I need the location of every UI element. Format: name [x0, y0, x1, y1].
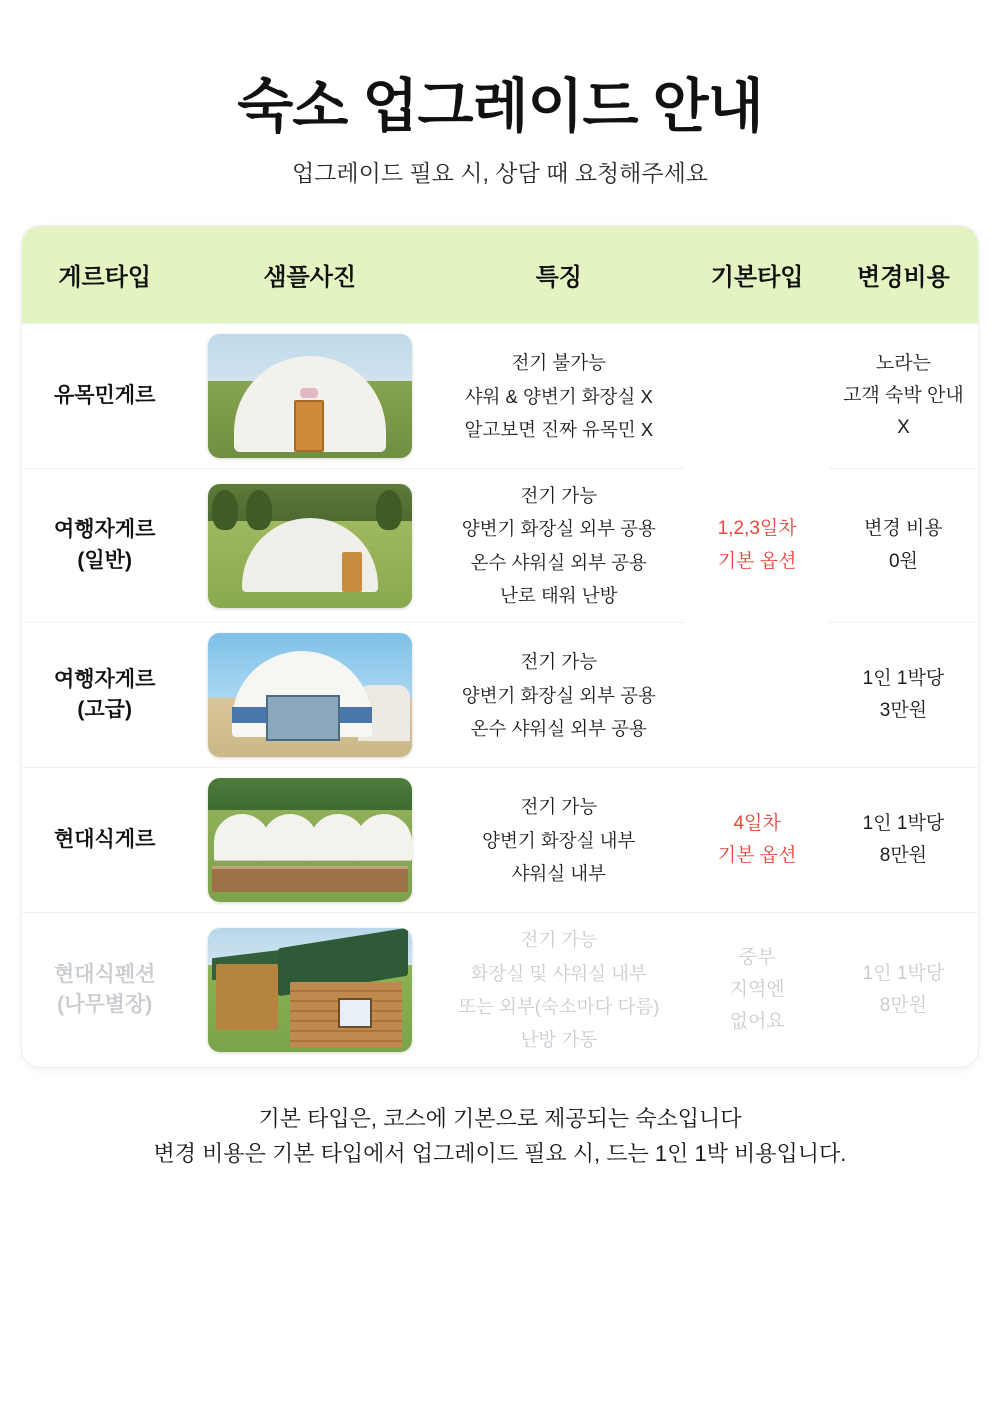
ger-comparison-table — [22, 226, 978, 1067]
cell-features — [432, 768, 685, 913]
ger-type-name: 유목민게르 — [53, 383, 156, 407]
cell-change-cost — [829, 623, 978, 768]
cell-change-cost — [829, 469, 978, 623]
basic-type-line: 기본 옵션 — [717, 550, 797, 572]
yurt-glass-door-shape — [266, 695, 340, 741]
cost-line: 3만원 — [879, 700, 928, 722]
ger-type-name: 여행자게르 — [53, 518, 156, 542]
ger-type-sub: (고급) — [77, 698, 132, 722]
ger-type-name: 현대식게르 — [53, 828, 156, 852]
feature-line: 전기 가능 — [520, 485, 598, 507]
cell-sample-photo — [187, 913, 432, 1067]
basic-type-line: 중부 — [738, 946, 776, 968]
feature-line: 양변기 화장실 외부 공용 — [461, 684, 656, 706]
feature-line: 온수 샤워실 외부 공용 — [470, 718, 647, 740]
tree-shape — [246, 490, 272, 530]
column-header-basic-type: 기본타입 — [685, 226, 828, 324]
wooden-deck-shape — [212, 866, 408, 892]
feature-line: 샤워실 내부 — [511, 863, 607, 885]
basic-type-line: 1,2,3일차 — [717, 518, 797, 540]
basic-type-line: 4일차 — [733, 813, 781, 835]
cell-sample-photo — [187, 324, 432, 469]
cost-line: 1인 1박당 — [862, 813, 945, 835]
cell-sample-photo — [187, 768, 432, 913]
footer-line-2: 변경 비용은 기본 타입에서 업그레이드 필요 시, 드는 1인 1박 비용입니다. — [153, 1141, 847, 1167]
column-header-change-cost: 변경비용 — [829, 226, 978, 324]
nomad-ger-photo — [208, 334, 412, 458]
cost-line: 1인 1박당 — [862, 962, 945, 984]
column-header-ger-type: 게르타입 — [22, 226, 187, 324]
cell-change-cost — [829, 913, 978, 1067]
cell-sample-photo — [187, 469, 432, 623]
cost-line: 노라는 — [875, 352, 931, 374]
ger-type-sub: (일반) — [77, 548, 132, 572]
cell-features — [432, 324, 685, 469]
cell-sample-photo — [187, 623, 432, 768]
table-row — [22, 913, 978, 1067]
cell-basic-type — [685, 768, 828, 913]
cell-features — [432, 469, 685, 623]
feature-line: 양변기 화장실 내부 — [482, 829, 636, 851]
ger-comparison-table-wrap — [22, 226, 978, 1067]
feature-line: 난방 가동 — [520, 1029, 598, 1051]
cell-change-cost — [829, 324, 978, 469]
ger-type-name: 현대식펜션 — [53, 962, 156, 986]
basic-type-line: 기본 옵션 — [717, 845, 797, 867]
traveler-ger-deluxe-photo — [208, 633, 412, 757]
cell-basic-type — [685, 324, 828, 768]
cell-ger-type — [22, 768, 187, 913]
cabin-window-shape — [338, 998, 372, 1028]
cost-line: 8만원 — [879, 845, 928, 867]
cost-line: 0원 — [888, 550, 918, 572]
cell-basic-type — [685, 913, 828, 1067]
yurt-ornament-shape — [300, 388, 318, 398]
page-title: 숙소 업그레이드 안내 — [237, 74, 763, 139]
footer-line-1: 기본 타입은, 코스에 기본으로 제공되는 숙소입니다 — [258, 1105, 742, 1131]
feature-line: 화장실 및 샤워실 내부 — [470, 962, 647, 984]
cell-ger-type — [22, 623, 187, 768]
feature-line: 양변기 화장실 외부 공용 — [461, 518, 656, 540]
feature-line: 온수 샤워실 외부 공용 — [470, 551, 647, 573]
table-row — [22, 324, 978, 469]
basic-type-line: 지역엔 — [729, 978, 785, 1000]
feature-line: 전기 가능 — [520, 651, 598, 673]
feature-line: 난로 태워 난방 — [500, 585, 618, 607]
cell-features — [432, 913, 685, 1067]
cost-line: 1인 1박당 — [862, 668, 945, 690]
basic-type-line: 없어요 — [729, 1011, 785, 1033]
tree-shape — [376, 490, 402, 530]
yurt-door-shape — [294, 400, 324, 452]
cost-line: 고객 숙박 안내 X — [843, 385, 964, 439]
wooden-pension-photo — [208, 928, 412, 1052]
table-header-row — [22, 226, 978, 324]
yurt-row-shape — [214, 814, 406, 868]
cost-line: 변경 비용 — [864, 518, 943, 540]
table-row — [22, 768, 978, 913]
cabin-body-shape — [216, 964, 278, 1030]
ger-type-name: 여행자게르 — [53, 667, 156, 691]
modern-ger-photo — [208, 778, 412, 902]
page-footer — [0, 1101, 1000, 1172]
cost-line: 8만원 — [879, 994, 928, 1016]
cell-features — [432, 623, 685, 768]
feature-line: 알고보면 진짜 유목민 X — [464, 418, 654, 440]
table-row — [22, 469, 978, 623]
tree-shape — [212, 490, 238, 530]
page-subtitle: 업그레이드 필요 시, 상담 때 요청해주세요 — [291, 159, 709, 186]
ger-type-sub: (나무별장) — [57, 992, 153, 1016]
yurt-dome-shape — [356, 814, 412, 860]
feature-line: 또는 외부(숙소마다 다름) — [458, 995, 660, 1017]
cell-ger-type — [22, 469, 187, 623]
cell-change-cost — [829, 768, 978, 913]
feature-line: 전기 가능 — [520, 796, 598, 818]
cell-ger-type — [22, 324, 187, 469]
page-header — [0, 0, 1000, 188]
column-header-features: 특징 — [432, 226, 685, 324]
cell-ger-type — [22, 913, 187, 1067]
yurt-door-shape — [342, 552, 362, 592]
table-row — [22, 623, 978, 768]
column-header-sample-photo: 샘플사진 — [187, 226, 432, 324]
traveler-ger-standard-photo — [208, 484, 412, 608]
feature-line: 전기 불가능 — [511, 352, 607, 374]
feature-line: 샤워 & 양변기 화장실 X — [464, 385, 653, 407]
feature-line: 전기 가능 — [520, 929, 598, 951]
